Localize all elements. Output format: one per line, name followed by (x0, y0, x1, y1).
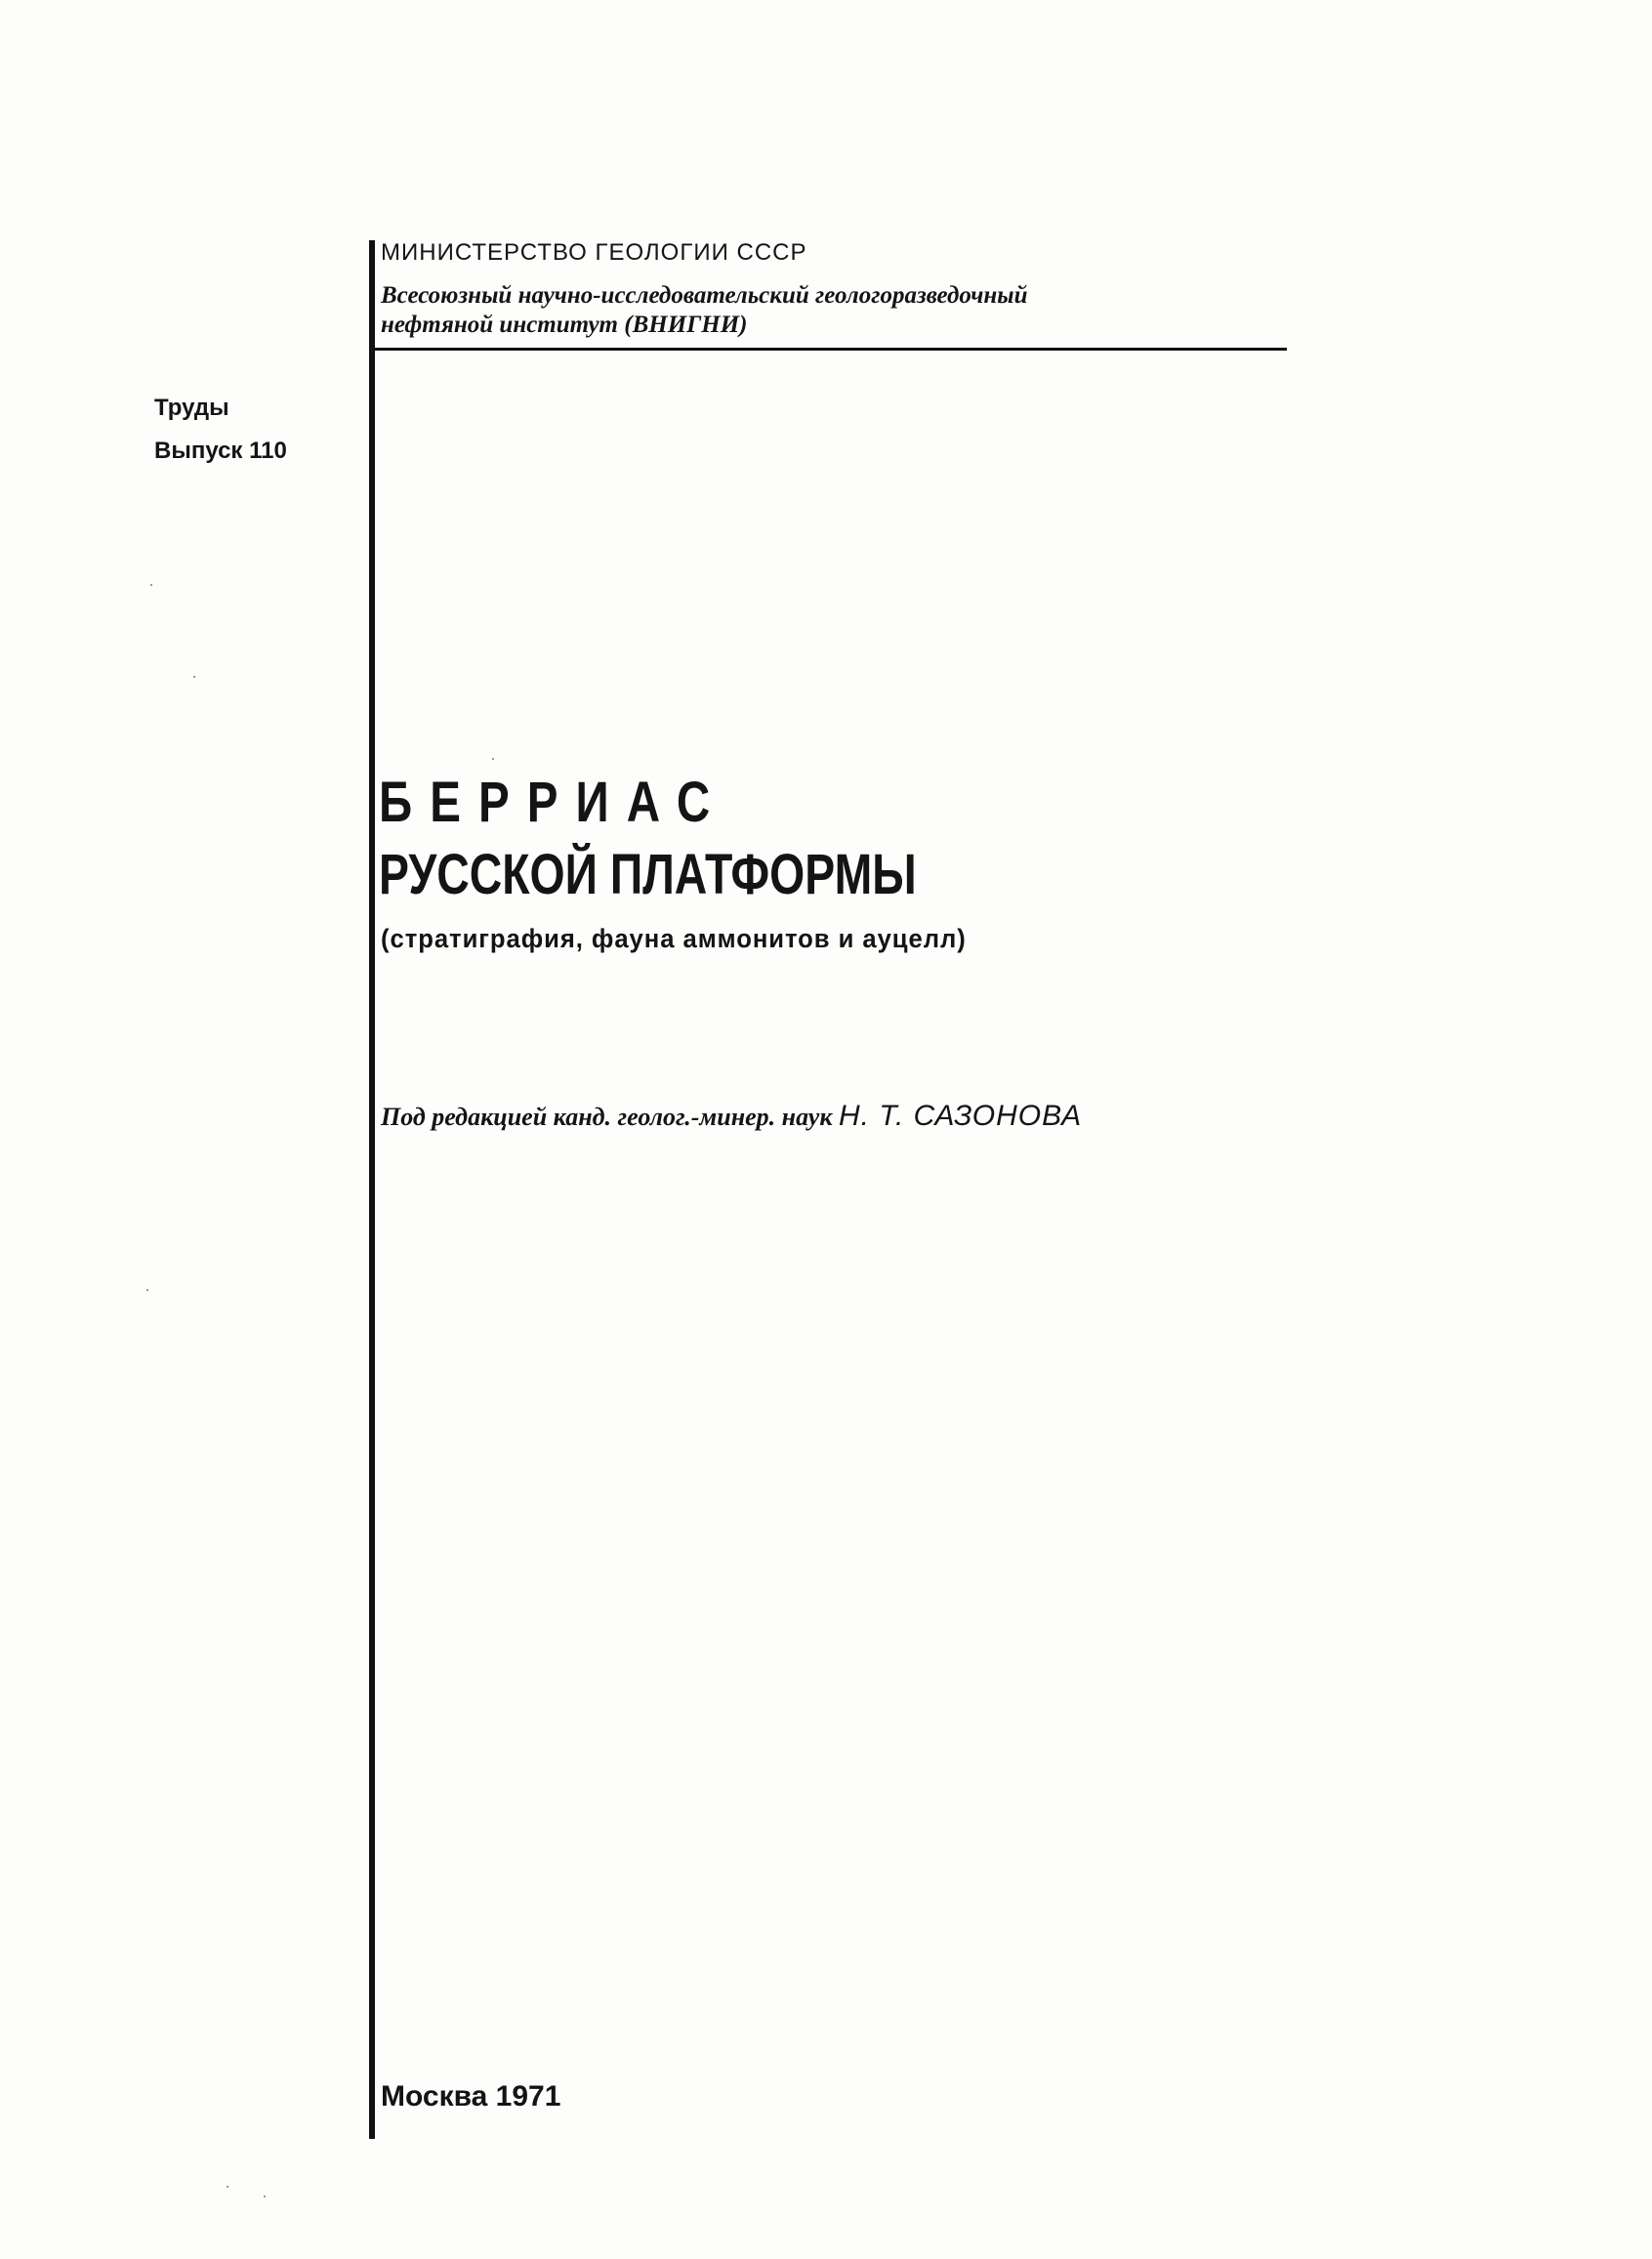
editor-name: Н. Т. САЗОНОВА (839, 1100, 1083, 1132)
institute-name (381, 281, 1028, 340)
book-title-line-1: БЕРРИАС (379, 771, 728, 834)
editor-prefix: Под редакцией канд. геолог.-минер. наук (381, 1103, 833, 1131)
book-title-line-2: РУССКОЙ ПЛАТФОРМЫ (379, 843, 917, 906)
book-subtitle: (стратиграфия, фауна аммонитов и ауцелл) (381, 924, 967, 953)
institute-line-2: нефтяной институт (ВНИГНИ) (381, 312, 748, 338)
series-info (154, 387, 287, 473)
scan-speck (492, 758, 494, 760)
scan-speck (146, 1289, 148, 1291)
scan-speck (227, 2186, 228, 2188)
editor-credit (381, 1100, 1082, 1133)
ministry-name: МИНИСТЕРСТВО ГЕОЛОГИИ СССР (381, 239, 807, 266)
imprint: Москва 1971 (381, 2080, 561, 2113)
series-issue: Выпуск 110 (154, 438, 287, 464)
scan-speck (193, 676, 195, 678)
series-label: Труды (154, 395, 229, 421)
vertical-rule (369, 240, 375, 2139)
header-underline (369, 348, 1287, 351)
scan-speck (264, 2196, 266, 2197)
institute-line-1: Всесоюзный научно-исследовательский геологоразведочный (381, 282, 1028, 309)
scan-speck (150, 584, 152, 586)
